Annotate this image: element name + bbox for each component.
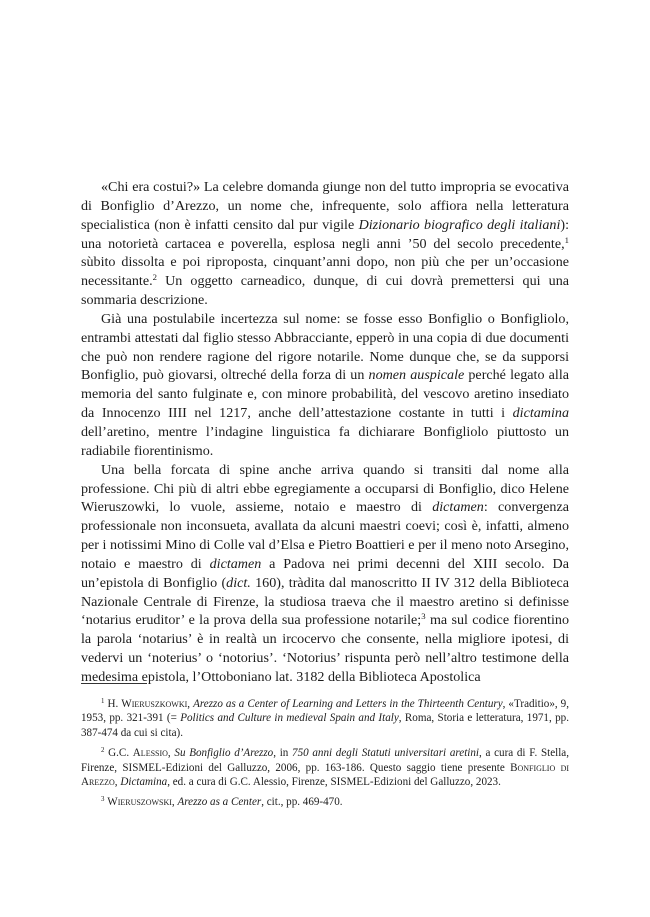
- italic-text: Su Bonfiglio d’Arezzo: [174, 747, 274, 760]
- footnote-marker: 2: [101, 747, 105, 755]
- text-run: dell’aretino, mentre l’indagine linguistica fa dichiarare Bonfigliolo piuttosto un radiabile fiorentinismo.: [81, 423, 569, 459]
- italic-text: dictamen: [209, 555, 262, 572]
- italic-text: Arezzo as a Center of Learning and Letters in the Thirteenth Century: [193, 698, 503, 710]
- text-run: H.: [104, 698, 122, 710]
- footnote: [81, 697, 569, 740]
- body-text: [81, 178, 569, 687]
- text-run: ,: [114, 776, 121, 789]
- text-run: Una bella forcata di spine anche arriva quando si transiti dal nome alla professione. Chi più di altri ebbe egregiamente a occuparsi di Bonfiglio, dico Helene Wieruszowki, lo vuole, assieme, notaio e maestro di: [81, 461, 569, 516]
- footnote: [81, 746, 569, 789]
- text-run: ,: [187, 698, 194, 710]
- author-name: Wieruszkowki: [121, 698, 188, 710]
- text-run: ,: [171, 796, 178, 809]
- text-run: a Padova nei primi decenni del XIII secolo. Da un’epistola di Bonfiglio (: [81, 555, 569, 591]
- footnotes: [81, 697, 569, 816]
- text-run: , cit., pp. 469-470.: [261, 796, 343, 809]
- italic-text: nomen auspicale: [368, 367, 465, 384]
- paragraph: [81, 310, 569, 461]
- paragraph: [81, 461, 569, 687]
- footnote-separator: [81, 683, 147, 684]
- italic-text: dict.: [226, 574, 251, 591]
- text-run: , ed. a cura di G.C. Alessio, Firenze, SISMEL-Edizioni del Galluzzo, 2023.: [167, 776, 501, 789]
- author-name: Alessio: [132, 747, 168, 760]
- italic-text: Dictamina: [120, 776, 168, 789]
- italic-text: 750 anni degli Statuti universitari aretini: [292, 747, 479, 760]
- text-run: , a cura di F. Stella, Firenze, SISMEL-Edizioni del Galluzzo, 2006, pp. 163-186. Questo saggio tiene presente: [81, 747, 570, 774]
- text-run: sùbito dissolta e poi riproposta, cinquant’anni dopo, non più che per un’occasione necessitante.: [81, 254, 569, 290]
- text-run: «Chi era costui?» La celebre domanda giunge non del tutto impropria se evocativa di Bonfiglio d’Arezzo, un nome che, infrequente, solo affiora nella letteratura specialistica (non è infatti censito dal pur vigile: [81, 179, 569, 233]
- text-run: Un oggetto carneadico, dunque, di cui dovrà premettersi qui una sommaria descrizione.: [81, 273, 569, 309]
- text-run: ma sul codice fiorentino la parola ‘notarius’ è in realtà un ircocervo che consente, nella migliore ipotesi, di vedervi un ‘noterius’ o ‘notorius’. ‘Notorius’ rispunta però nell’altro testimone della medesima epistola, l’Ottoboniano lat. 3182 della Biblioteca Apostolica: [81, 612, 569, 685]
- text-run: , Roma, Storia e letteratura, 1971, pp. 387-474 da cui si cita).: [81, 712, 569, 739]
- italic-text: dictamina: [512, 405, 569, 422]
- footnote-marker: 1: [101, 697, 105, 705]
- text-run: ,: [167, 747, 175, 760]
- text-run: ): una notorietà cartacea e poverella, esplosa negli anni ’50 del secolo precedente,: [81, 216, 569, 252]
- footnote-marker: 2: [152, 271, 157, 282]
- text-run: G.C.: [104, 747, 133, 760]
- footnote-marker: 3: [101, 796, 105, 804]
- footnote: [81, 795, 569, 809]
- italic-text: Dizionario biografico degli italiani: [358, 216, 561, 233]
- italic-text: Politics and Culture in medieval Spain and Italy: [180, 712, 399, 725]
- text-run: : convergenza professionale non inconsueta, avallata da alcuni maestri coevi; così è, infatti, almeno per i notissimi Mino di Colle val d’Elsa e Pietro Boattieri e per il meno noto Arsegino, notaio e maestro di: [81, 499, 569, 572]
- text-run: 160), tràdita dal manoscritto II IV 312 della Biblioteca Nazionale Centrale di Firenze, la studiosa traeva che il maestro aretino si definisse ‘notarius eruditor’ e la prova della sua professione notarile;: [81, 574, 569, 629]
- text-run: Già una postulabile incertezza sul nome: se fosse esso Bonfiglio o Bonfigliolo, entrambi attestati dal figlio stesso Abbracciante, epperò in una copia di due documenti che può non rendere ragione del rigore notarile. Nome dunque che, se da supporsi Bonfiglio, può giovarsi, oltreché della forza di un: [81, 310, 569, 384]
- text-run: perché legato alla memoria del santo fulginate e, con minore probabilità, del vescovo aretino insediato da Innocenzo IIII nel 1217, anche dell’attestazione costante in tutti i: [81, 367, 569, 422]
- text-run: , in: [273, 747, 293, 760]
- footnote-marker: 3: [421, 611, 426, 622]
- italic-text: Arezzo as a Center: [177, 796, 262, 809]
- author-name: Bonfiglio di Arezzo: [81, 761, 570, 789]
- text-run: , «Traditio», 9, 1953, pp. 321-391 (=: [81, 698, 569, 725]
- author-name: Wieruszowski: [107, 796, 172, 809]
- footnote-marker: 1: [564, 234, 569, 245]
- italic-text: dictamen: [432, 499, 484, 516]
- paragraph: [81, 178, 569, 310]
